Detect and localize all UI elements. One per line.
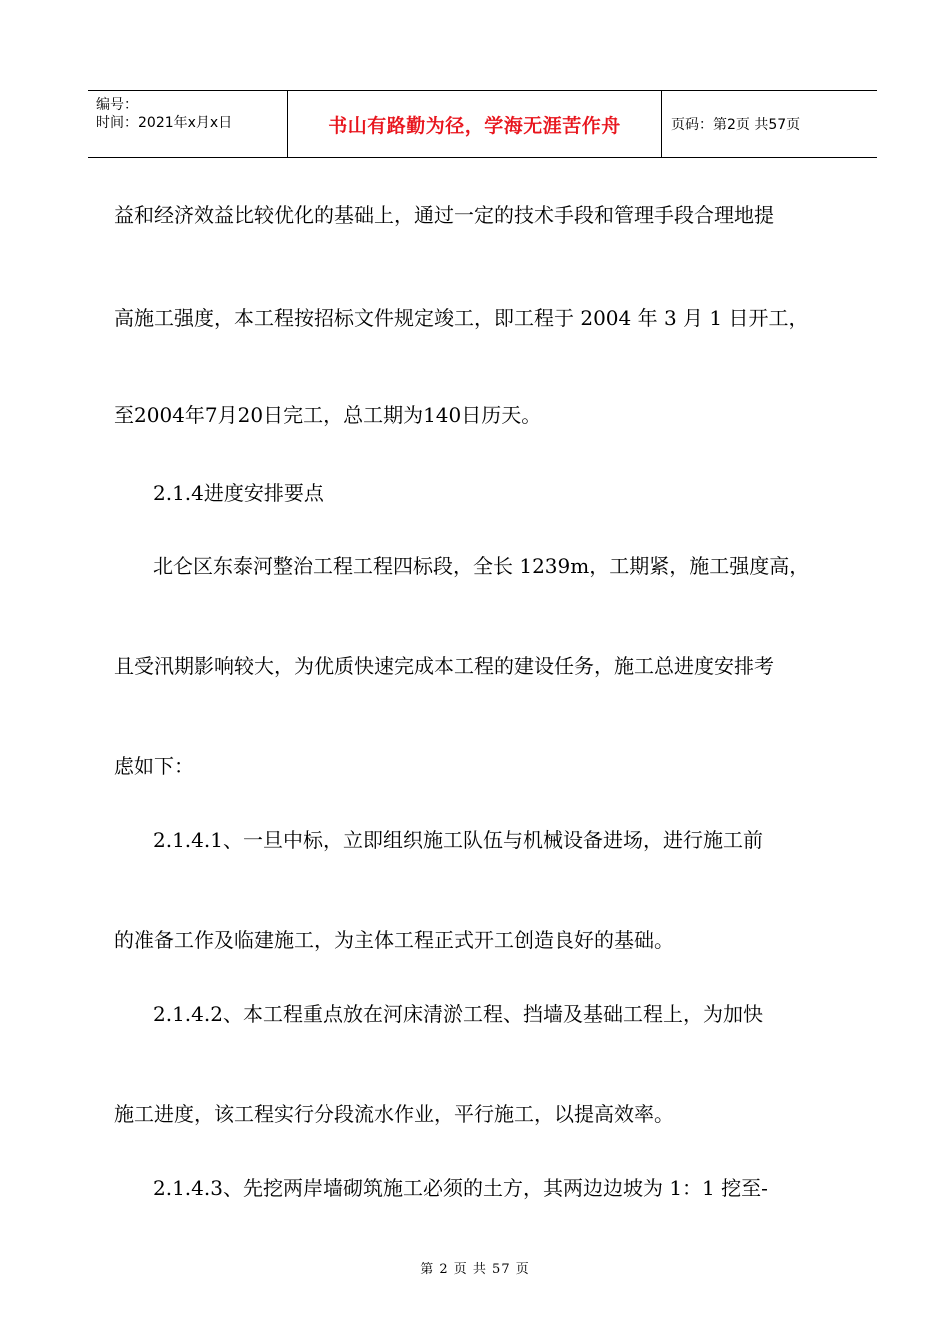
body-text-line: 的准备工作及临建施工，为主体工程正式开工创造良好的基础。	[114, 928, 674, 952]
header-page-cell	[662, 91, 877, 157]
document-time-label: 时间：2021年x月x日	[96, 115, 233, 131]
header-motto: 书山有路勤为径，学海无涯苦作舟	[328, 114, 621, 137]
body-text-line: 高施工强度，本工程按招标文件规定竣工，即工程于 2004 年 3 月 1 日开工，	[114, 306, 809, 330]
body-text-line: 虑如下：	[114, 754, 194, 778]
header-meta-cell	[88, 91, 288, 157]
body-text-line: 至2004年7月20日完工，总工期为140日历天。	[114, 403, 542, 427]
page-header	[88, 90, 877, 158]
body-text-line: 益和经济效益比较优化的基础上，通过一定的技术手段和管理手段合理地提	[114, 203, 774, 227]
body-text-line: 施工进度，该工程实行分段流水作业，平行施工，以提高效率。	[114, 1102, 674, 1126]
header-motto-cell	[288, 91, 662, 157]
body-text-line: 2.1.4.1、一旦中标，立即组织施工队伍与机械设备进场，进行施工前	[153, 828, 763, 852]
header-page-number: 页码：第2页 共57页	[671, 117, 801, 133]
document-number-label: 编号：	[96, 97, 138, 113]
body-text-line: 2.1.4.2、本工程重点放在河床清淤工程、挡墙及基础工程上，为加快	[153, 1002, 763, 1026]
body-text-line: 2.1.4.3、先挖两岸墙砌筑施工必须的土方，其两边边坡为 1：1 挖至-	[153, 1176, 768, 1200]
body-text-line: 且受汛期影响较大，为优质快速完成本工程的建设任务，施工总进度安排考	[114, 654, 774, 678]
body-text-line: 北仑区东泰河整治工程工程四标段，全长 1239m，工期紧，施工强度高，	[153, 554, 810, 578]
section-heading: 2.1.4进度安排要点	[153, 481, 324, 505]
page-footer: 第 2 页 共 57 页	[420, 1262, 530, 1277]
